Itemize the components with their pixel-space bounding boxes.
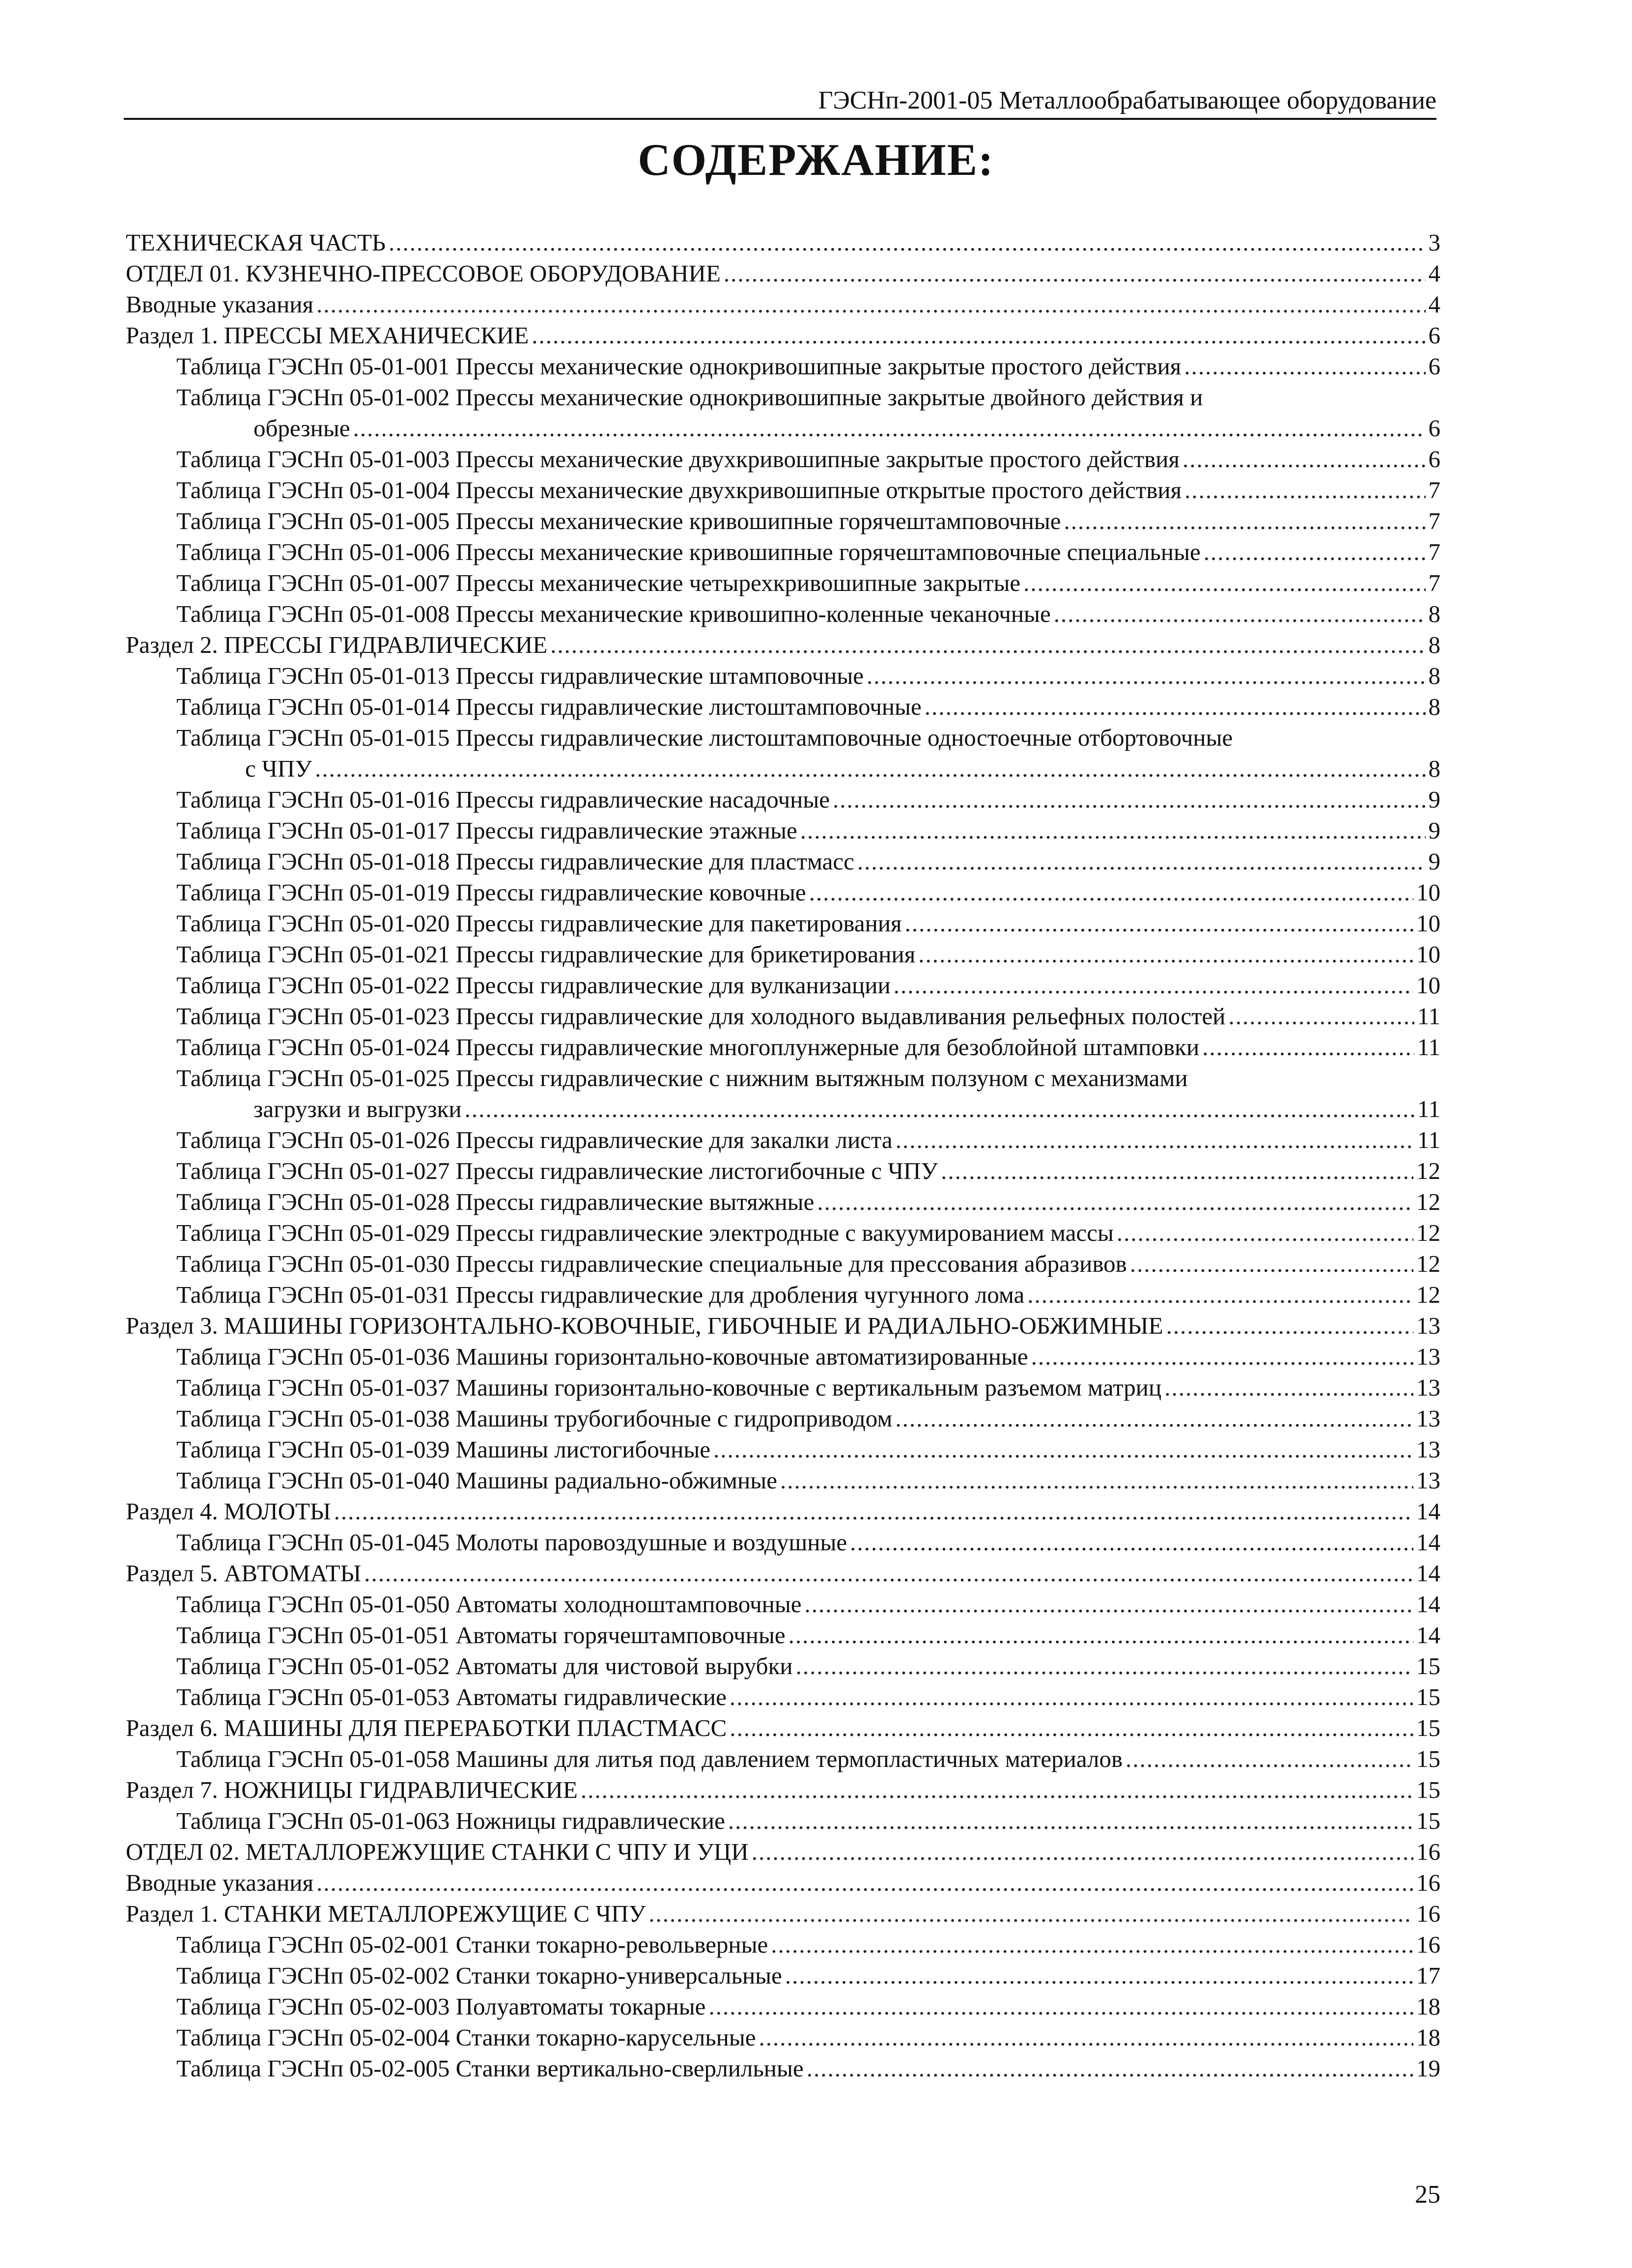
toc-entry-section[interactable] (126, 1558, 1440, 1589)
toc-entry-title: Таблица ГЭСНп 05-01-021 Прессы гидравлические для брикетирования (176, 941, 916, 968)
toc-entry-page: 11 (1417, 1003, 1440, 1030)
toc-entry-title-continued: загрузки и выгрузки (253, 1095, 462, 1122)
toc-entry-page: 19 (1416, 2055, 1440, 2082)
toc-entry-title: Таблица ГЭСНп 05-01-007 Прессы механические четырехкривошипные закрытые (176, 569, 1021, 596)
dot-leader (389, 227, 1425, 258)
toc-entry-table[interactable] (126, 1805, 1440, 1836)
toc-entry-title: Таблица ГЭСНп 05-01-051 Автоматы горячештамповочные (176, 1622, 786, 1649)
toc-entry-page: 15 (1416, 1714, 1440, 1741)
toc-entry-table[interactable] (126, 1465, 1440, 1496)
toc-entry-title: Таблица ГЭСНп 05-01-040 Машины радиально-обжимные (176, 1467, 777, 1494)
toc-entry-table[interactable] (126, 1929, 1440, 1960)
toc-entry-title: Раздел 5. АВТОМАТЫ (126, 1560, 362, 1587)
toc-entry-title: Раздел 7. НОЖНИЦЫ ГИДРАВЛИЧЕСКИЕ (126, 1776, 578, 1803)
dot-leader (896, 1124, 1414, 1155)
toc-entry-title: Таблица ГЭСНп 05-01-008 Прессы механические кривошипно-коленные чеканочные (176, 600, 1051, 627)
toc-entry-table[interactable] (126, 846, 1440, 877)
toc-entry-page: 8 (1428, 662, 1440, 689)
dot-leader (532, 320, 1425, 351)
toc-entry-page: 13 (1416, 1405, 1440, 1432)
page-number: 25 (1415, 2181, 1440, 2209)
toc-entry-table[interactable] (126, 1279, 1440, 1310)
toc-entry-title: Таблица ГЭСНп 05-01-013 Прессы гидравлические штамповочные (176, 662, 864, 689)
running-title: ГЭСНп-2001-05 Металлообрабатывающее оборудование (818, 86, 1436, 114)
toc-entry-table[interactable] (126, 691, 1440, 722)
toc-entry-table[interactable] (126, 1032, 1440, 1063)
toc-entry-title: Таблица ГЭСНп 05-01-014 Прессы гидравлические листоштамповочные (176, 693, 922, 720)
dot-leader (800, 815, 1426, 846)
toc-entry-title: Таблица ГЭСНп 05-01-037 Машины горизонтально-ковочные с вертикальным разъемом матриц (176, 1374, 1162, 1401)
toc-entry-page: 11 (1417, 1126, 1440, 1153)
toc-entry-page: 4 (1428, 291, 1440, 318)
toc-entry-page: 14 (1416, 1529, 1440, 1556)
dot-leader (759, 2022, 1413, 2053)
toc-entry-title: Таблица ГЭСНп 05-01-030 Прессы гидравлические специальные для прессования абразивов (176, 1250, 1127, 1277)
toc-entry-section[interactable] (126, 1836, 1440, 1867)
toc-entry-table[interactable] (126, 815, 1440, 846)
dot-leader (315, 753, 1426, 784)
dot-leader (648, 1898, 1413, 1929)
toc-entry-title: Таблица ГЭСНп 05-01-027 Прессы гидравлические листогибочные с ЧПУ (176, 1157, 938, 1184)
toc-entry-page: 9 (1428, 786, 1440, 813)
toc-entry-table[interactable] (126, 2022, 1440, 2053)
toc-entry-title: Таблица ГЭСНп 05-01-038 Машины трубогибочные с гидроприводом (176, 1405, 893, 1432)
toc-entry-table[interactable] (126, 1434, 1440, 1465)
toc-entry-page: 6 (1428, 415, 1440, 442)
toc-entry-title: Раздел 4. МОЛОТЫ (126, 1498, 331, 1525)
dot-leader (1164, 1372, 1413, 1403)
dot-leader (581, 1774, 1413, 1805)
toc-entry-page: 8 (1428, 755, 1440, 782)
dot-leader (708, 1991, 1413, 2022)
toc-entry-title: Таблица ГЭСНп 05-01-036 Машины горизонтально-ковочные автоматизированные (176, 1343, 1028, 1370)
toc-entry-section[interactable] (126, 258, 1440, 289)
dot-leader (1031, 1341, 1413, 1372)
toc-entry-table[interactable] (126, 908, 1440, 939)
toc-entry-page: 11 (1417, 1034, 1440, 1061)
toc-entry-title: Таблица ГЭСНп 05-01-063 Ножницы гидравлические (176, 1807, 725, 1834)
toc-entry-table[interactable] (126, 567, 1440, 598)
page-title: СОДЕРЖАНИЕ: (638, 135, 994, 185)
toc-entry-title: Таблица ГЭСНп 05-01-015 Прессы гидравлические листоштамповочные одностоечные отбортовочные (176, 724, 1233, 751)
running-header (124, 79, 1436, 120)
dot-leader (730, 1681, 1413, 1712)
toc-entry-title: Раздел 2. ПРЕССЫ ГИДРАВЛИЧЕСКИЕ (126, 631, 548, 658)
toc-entry-section[interactable] (126, 1712, 1440, 1743)
dot-leader (724, 258, 1426, 289)
dot-leader (817, 1186, 1413, 1217)
toc-entry-page: 13 (1416, 1374, 1440, 1401)
toc-entry-title: Таблица ГЭСНп 05-01-017 Прессы гидравлические этажные (176, 817, 797, 844)
toc-entry-title: Таблица ГЭСНп 05-01-023 Прессы гидравлические для холодного выдавливания рельефных полостей (176, 1003, 1226, 1030)
toc-entry-page: 14 (1416, 1622, 1440, 1649)
dot-leader (785, 1960, 1413, 1991)
toc-entry-table[interactable] (126, 475, 1440, 505)
toc-entry-page: 15 (1416, 1652, 1440, 1680)
toc-entry-table[interactable] (126, 2053, 1440, 2084)
dot-leader (334, 1496, 1413, 1527)
toc-entry-table[interactable] (126, 1372, 1440, 1403)
toc-entry-title: Раздел 1. ПРЕССЫ МЕХАНИЧЕСКИЕ (126, 322, 529, 349)
dot-leader (857, 846, 1426, 877)
dot-leader (918, 939, 1413, 970)
toc-entry-table[interactable] (126, 1681, 1440, 1712)
toc-entry-title: Таблица ГЭСНп 05-02-003 Полуавтоматы токарные (176, 1993, 706, 2020)
dot-leader (809, 877, 1413, 908)
toc-entry-table[interactable] (126, 784, 1440, 815)
toc-entry-table[interactable] (126, 877, 1440, 908)
toc-entry-page: 13 (1416, 1343, 1440, 1370)
toc-entry-title: Таблица ГЭСНп 05-01-002 Прессы механические однокривошипные закрытые двойного действия и (176, 384, 1203, 411)
dot-leader (807, 2053, 1413, 2084)
toc-entry-title: Таблица ГЭСНп 05-01-053 Автоматы гидравлические (176, 1683, 727, 1710)
toc-entry-title: ОТДЕЛ 02. МЕТАЛЛОРЕЖУЩИЕ СТАНКИ С ЧПУ И УЦИ (126, 1838, 749, 1865)
dot-leader (796, 1651, 1413, 1681)
toc-entry-page: 14 (1416, 1498, 1440, 1525)
dot-leader (1166, 1310, 1413, 1341)
toc-entry-page: 7 (1428, 476, 1440, 504)
toc-entry-table[interactable] (126, 536, 1440, 567)
toc-entry-page: 18 (1416, 2024, 1440, 2051)
toc-entry-section[interactable] (126, 629, 1440, 660)
dot-leader (465, 1093, 1414, 1124)
toc-entry-title: Таблица ГЭСНп 05-01-018 Прессы гидравлические для пластмасс (176, 848, 854, 875)
dot-leader (780, 1465, 1413, 1496)
toc-entry[interactable] (126, 722, 1440, 784)
toc-entry-table[interactable] (126, 1155, 1440, 1186)
toc-entry-page: 15 (1416, 1807, 1440, 1834)
toc-entry-title: Таблица ГЭСНп 05-02-004 Станки токарно-карусельные (176, 2024, 756, 2051)
dot-leader (713, 1434, 1413, 1465)
toc-entry-section[interactable] (126, 289, 1440, 320)
toc-entry-page: 6 (1428, 446, 1440, 473)
toc-entry-title: ТЕХНИЧЕСКАЯ ЧАСТЬ (126, 229, 386, 256)
toc-entry-title: Раздел 1. СТАНКИ МЕТАЛЛОРЕЖУЩИЕ С ЧПУ (126, 1900, 646, 1927)
toc-entry-title: Таблица ГЭСНп 05-01-022 Прессы гидравлические для вулканизации (176, 972, 891, 999)
dot-leader (1184, 475, 1425, 505)
toc-entry-table[interactable] (126, 1341, 1440, 1372)
toc-entry-page: 8 (1428, 693, 1440, 720)
toc-entry-table[interactable] (126, 1960, 1440, 1991)
toc-entry-title: Таблица ГЭСНп 05-01-028 Прессы гидравлические вытяжные (176, 1188, 815, 1215)
toc-entry-page: 15 (1416, 1776, 1440, 1803)
toc-entry-section[interactable] (126, 1496, 1440, 1527)
dot-leader (1054, 598, 1426, 629)
dot-leader (1202, 1032, 1414, 1063)
dot-leader (925, 691, 1426, 722)
dot-leader (941, 1155, 1413, 1186)
toc-entry-title: Таблица ГЭСНп 05-02-002 Станки токарно-универсальные (176, 1962, 782, 1989)
dot-leader (867, 660, 1425, 691)
dot-leader (1229, 1001, 1414, 1032)
toc-entry-title: Таблица ГЭСНп 05-01-045 Молоты паровоздушные и воздушные (176, 1529, 847, 1556)
toc-entry-title: ОТДЕЛ 01. КУЗНЕЧНО-ПРЕССОВОЕ ОБОРУДОВАНИЕ (126, 260, 721, 287)
toc-entry-page: 6 (1428, 322, 1440, 349)
toc-entry-title: Таблица ГЭСНп 05-01-020 Прессы гидравлические для пакетирования (176, 910, 902, 937)
dot-leader (752, 1836, 1413, 1867)
toc-entry-title: Таблица ГЭСНп 05-01-050 Автоматы холодноштамповочные (176, 1591, 802, 1618)
dot-leader (1023, 567, 1425, 598)
toc-entry-page: 16 (1416, 1900, 1440, 1927)
toc-entry-page: 12 (1416, 1219, 1440, 1246)
toc-entry-section[interactable] (126, 320, 1440, 351)
toc-entry-page: 7 (1428, 507, 1440, 534)
toc-entry-page: 10 (1416, 972, 1440, 999)
toc-entry-table[interactable] (126, 1589, 1440, 1620)
dot-leader (1117, 1217, 1413, 1248)
toc-entry-page: 13 (1416, 1312, 1440, 1339)
dot-leader (894, 970, 1413, 1001)
toc-entry-title: Вводные указания (126, 291, 314, 318)
dot-leader (550, 629, 1425, 660)
toc-entry-table[interactable] (126, 1403, 1440, 1434)
toc-entry-page: 9 (1428, 817, 1440, 844)
dot-leader (1204, 536, 1426, 567)
toc-entry-page: 13 (1416, 1436, 1440, 1463)
toc-entry-title: Таблица ГЭСНп 05-01-031 Прессы гидравлические для дробления чугунного лома (176, 1281, 1025, 1308)
toc-entry-page: 14 (1416, 1591, 1440, 1618)
toc-entry-page: 16 (1416, 1931, 1440, 1958)
toc-entry-page: 18 (1416, 1993, 1440, 2020)
toc-entry-page: 12 (1416, 1281, 1440, 1308)
toc-entry-table[interactable] (126, 505, 1440, 536)
dot-leader (1182, 444, 1426, 475)
toc-entry-page: 8 (1428, 631, 1440, 658)
toc-entry-section[interactable] (126, 1898, 1440, 1929)
toc-entry-page: 17 (1416, 1962, 1440, 1989)
dot-leader (1184, 351, 1425, 382)
dot-leader (833, 784, 1425, 815)
toc-entry-table[interactable] (126, 970, 1440, 1001)
toc-entry-page: 10 (1416, 879, 1440, 906)
toc-entry-page: 16 (1416, 1838, 1440, 1865)
toc-entry-page: 9 (1428, 848, 1440, 875)
toc-entry-page: 12 (1416, 1188, 1440, 1215)
toc-entry-page: 12 (1416, 1250, 1440, 1277)
toc-entry-title: Таблица ГЭСНп 05-01-001 Прессы механические однокривошипные закрытые простого действия (176, 353, 1182, 380)
toc-entry-table[interactable] (126, 1217, 1440, 1248)
toc-entry-title: Таблица ГЭСНп 05-01-024 Прессы гидравлические многоплунжерные для безоблойной штамповки (176, 1034, 1200, 1061)
toc-entry-title: Таблица ГЭСНп 05-02-001 Станки токарно-револьверные (176, 1931, 768, 1958)
dot-leader (730, 1712, 1413, 1743)
toc-entry-page: 15 (1416, 1745, 1440, 1772)
toc-entry-section[interactable] (126, 227, 1440, 258)
toc-entry-page: 3 (1428, 229, 1440, 256)
toc-entry-table[interactable] (126, 1186, 1440, 1217)
dot-leader (353, 413, 1426, 444)
toc-entry-page: 16 (1416, 1869, 1440, 1896)
toc-entry-table[interactable] (126, 660, 1440, 691)
dot-leader (1027, 1279, 1413, 1310)
toc-entry-title: Раздел 3. МАШИНЫ ГОРИЗОНТАЛЬНО-КОВОЧНЫЕ, ГИБОЧНЫЕ И РАДИАЛЬНО-ОБЖИМНЫЕ (126, 1312, 1163, 1339)
toc-entry-title-continued: обрезные (253, 415, 350, 442)
toc-entry-table[interactable] (126, 1248, 1440, 1279)
toc-entry-section[interactable] (126, 1774, 1440, 1805)
toc-entry-page: 8 (1428, 600, 1440, 627)
toc-entry-table[interactable] (126, 1991, 1440, 2022)
dot-leader (364, 1558, 1413, 1589)
toc-entry-page: 11 (1417, 1095, 1440, 1122)
toc-entry-title: Таблица ГЭСНп 05-01-052 Автоматы для чистовой вырубки (176, 1652, 793, 1680)
toc-entry-page: 13 (1416, 1467, 1440, 1494)
dot-leader (728, 1805, 1413, 1836)
toc-entry-table[interactable] (126, 351, 1440, 382)
toc-entry-title: Раздел 6. МАШИНЫ ДЛЯ ПЕРЕРАБОТКИ ПЛАСТМАСС (126, 1714, 727, 1741)
toc-entry[interactable] (126, 1063, 1440, 1124)
toc-entry[interactable] (126, 382, 1440, 444)
toc-entry-title: Таблица ГЭСНп 05-01-005 Прессы механические кривошипные горячештамповочные (176, 507, 1061, 534)
toc-entry-title: Таблица ГЭСНп 05-01-029 Прессы гидравлические электродные с вакуумированием массы (176, 1219, 1114, 1246)
toc-entry-page: 15 (1416, 1683, 1440, 1710)
toc-entry-title: Таблица ГЭСНп 05-01-058 Машины для литья под давлением термопластичных материалов (176, 1745, 1123, 1772)
dot-leader (771, 1929, 1413, 1960)
toc-entry-title: Таблица ГЭСНп 05-02-005 Станки вертикально-сверлильные (176, 2055, 804, 2082)
toc-entry-page: 12 (1416, 1157, 1440, 1184)
toc-entry-table[interactable] (126, 1124, 1440, 1155)
toc-entry-page: 7 (1428, 569, 1440, 596)
toc-entry-page: 10 (1416, 910, 1440, 937)
dot-leader (850, 1527, 1413, 1558)
toc-entry-page: 7 (1428, 538, 1440, 565)
toc-entry-title: Таблица ГЭСНп 05-01-016 Прессы гидравлические насадочные (176, 786, 830, 813)
toc-entry-title: Таблица ГЭСНп 05-01-006 Прессы механические кривошипные горячештамповочные специальные (176, 538, 1201, 565)
toc-entry-page: 14 (1416, 1560, 1440, 1587)
toc-entry-title-continued: с ЧПУ (245, 755, 312, 782)
toc-entry-title: Таблица ГЭСНп 05-01-026 Прессы гидравлические для закалки листа (176, 1126, 893, 1153)
toc-entry-table[interactable] (126, 1743, 1440, 1774)
toc-entry-table[interactable] (126, 598, 1440, 629)
toc-entry-table[interactable] (126, 1527, 1440, 1558)
dot-leader (895, 1403, 1413, 1434)
toc-entry-page: 6 (1428, 353, 1440, 380)
dot-leader (788, 1620, 1413, 1651)
toc-entry-table[interactable] (126, 1001, 1440, 1032)
toc-entry-table[interactable] (126, 939, 1440, 970)
toc-entry-title: Вводные указания (126, 1869, 314, 1896)
dot-leader (316, 289, 1425, 320)
toc-entry-page: 10 (1416, 941, 1440, 968)
toc-entry-section[interactable] (126, 1310, 1440, 1341)
dot-leader (316, 1867, 1413, 1898)
toc-entry-title: Таблица ГЭСНп 05-01-025 Прессы гидравлические с нижним вытяжным ползуном с механизмами (176, 1064, 1188, 1092)
toc-entry-title: Таблица ГЭСНп 05-01-003 Прессы механические двухкривошипные закрытые простого действия (176, 446, 1180, 473)
toc-entry-title: Таблица ГЭСНп 05-01-019 Прессы гидравлические ковочные (176, 879, 806, 906)
toc-entry-table[interactable] (126, 444, 1440, 475)
dot-leader (1064, 505, 1426, 536)
toc-entry-title: Таблица ГЭСНп 05-01-004 Прессы механические двухкривошипные открытые простого действия (176, 476, 1182, 504)
dot-leader (1130, 1248, 1413, 1279)
table-of-contents (126, 227, 1440, 2084)
dot-leader (805, 1589, 1413, 1620)
dot-leader (905, 908, 1413, 939)
toc-entry-table[interactable] (126, 1620, 1440, 1651)
toc-entry-section[interactable] (126, 1867, 1440, 1898)
toc-entry-table[interactable] (126, 1651, 1440, 1681)
dot-leader (1126, 1743, 1413, 1774)
toc-entry-title: Таблица ГЭСНп 05-01-039 Машины листогибочные (176, 1436, 711, 1463)
toc-entry-page: 4 (1428, 260, 1440, 287)
